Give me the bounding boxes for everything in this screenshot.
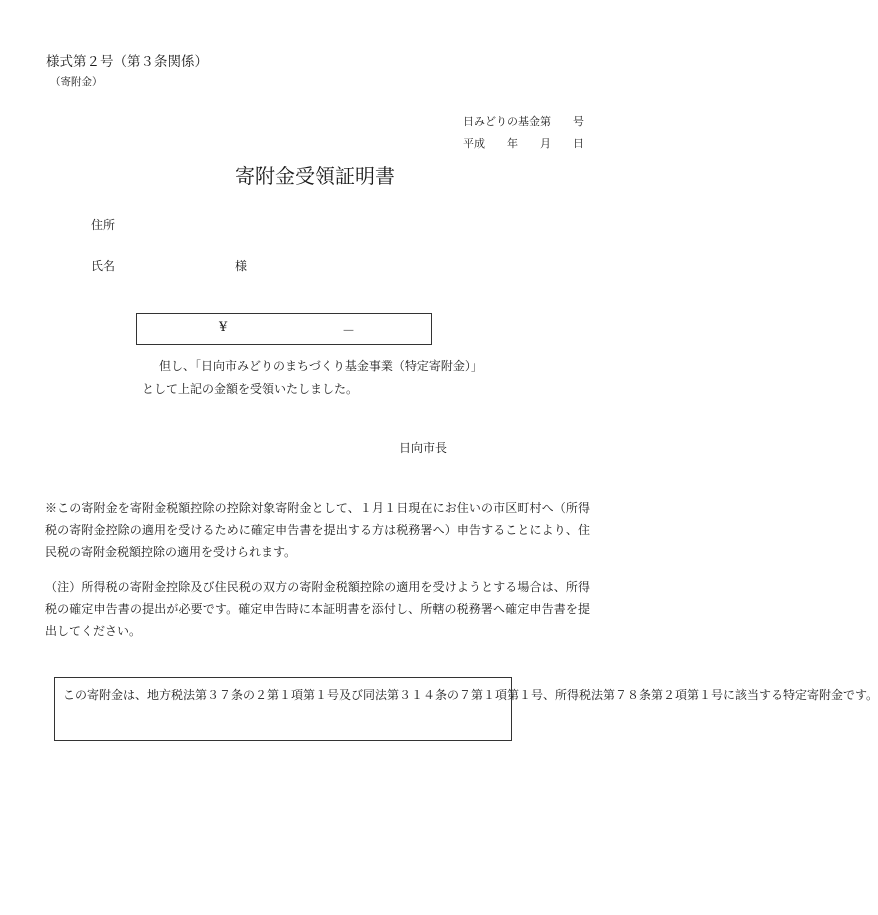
issuer-name: 日向市長 bbox=[399, 441, 448, 455]
legal-statement-box bbox=[54, 677, 878, 741]
proviso-line-2: として上記の金額を受領いたしました。 bbox=[142, 382, 359, 396]
tax-note: ※この寄附金を寄附金税額控除の控除対象寄附金として、１月１日現在にお住いの市区町村へ（所得税の寄附金控除の適用を受けるために確定申告書を提出する方は税務署へ）申告することにより、住民税の寄附金税額控除の適用を受けられます。 bbox=[45, 501, 590, 559]
issue-number: 日みどりの基金第 号 bbox=[463, 115, 584, 128]
yen-symbol: ¥ bbox=[219, 320, 228, 335]
proviso-line-1: 但し、「日向市みどりのまちづくり基金事業（特定寄附金）」 bbox=[159, 359, 483, 373]
form-subtitle: （寄附金） bbox=[50, 76, 103, 88]
issue-date: 平成 年 月 日 bbox=[463, 137, 584, 150]
form-number: 様式第２号（第３条関係） bbox=[46, 54, 208, 70]
caution-note: （注）所得税の寄附金控除及び住民税の双方の寄附金税額控除の適用を受けようとする場合は、所得税の確定申告書の提出が必要です。確定申告時に本証明書を添付し、所轄の税務署へ確定申告書を提出してください。 bbox=[45, 580, 590, 638]
name-label: 氏名 bbox=[91, 259, 116, 273]
amount-box bbox=[136, 313, 432, 345]
address-label: 住所 bbox=[91, 218, 116, 232]
honorific: 様 bbox=[235, 259, 248, 273]
legal-statement: この寄附金は、地方税法第３７条の２第１項第１号及び同法第３１４条の７第１項第１号、所得税法第７８条第２項第１号に該当する特定寄附金です。 bbox=[63, 688, 878, 702]
document-title: 寄附金受領証明書 bbox=[235, 164, 395, 188]
amount-dash: － bbox=[342, 324, 356, 339]
